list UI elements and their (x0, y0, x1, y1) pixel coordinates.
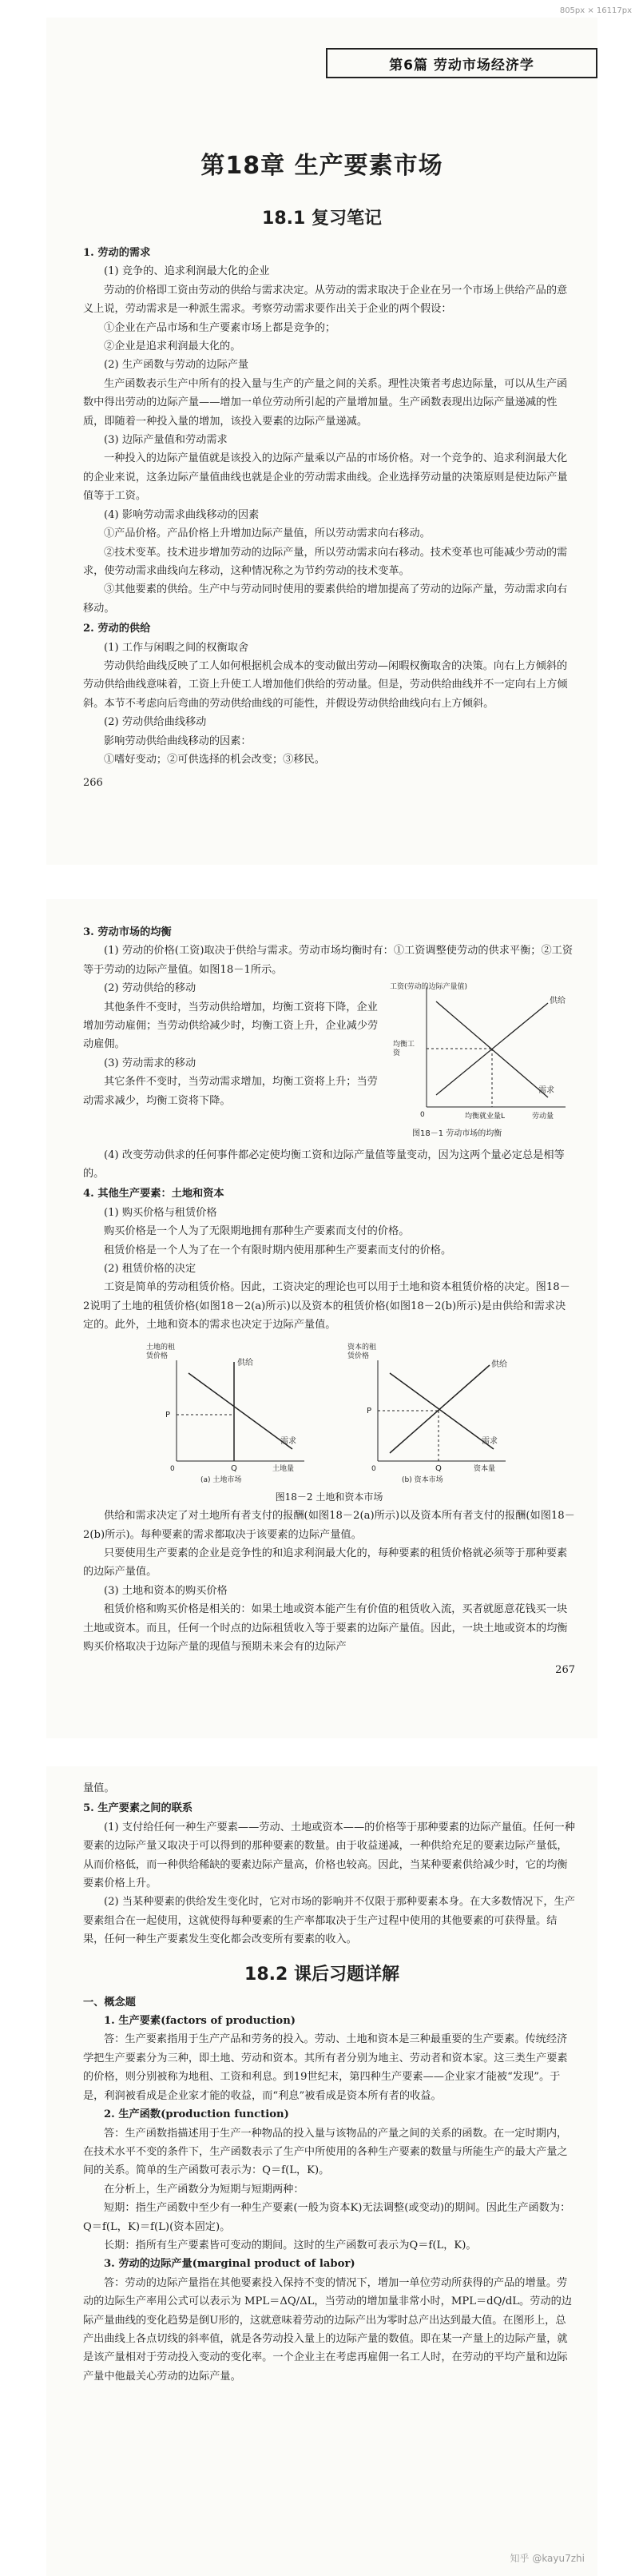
paragraph: 3. 劳动的边际产量(marginal product of labor) (104, 2258, 355, 2271)
section-heading: 3. 劳动市场的均衡 (83, 926, 172, 938)
section-heading: 一、概念题 (83, 1996, 136, 2009)
page-body-top (46, 923, 597, 979)
figure-18-1 (388, 979, 572, 1145)
paragraph: 购买价格是一个人为了无限期地拥有那种生产要素而支付的价格。 (104, 1225, 410, 1238)
section-heading: 5. 生产要素之间的联系 (83, 1802, 193, 1815)
land-x-label: 土地量 (272, 1464, 295, 1473)
paragraph: (3) 劳动需求的移动 (104, 1057, 196, 1069)
figure-18-2-caption: 图18－2 土地和资本市场 (275, 1491, 383, 1503)
land-y-label: 土地的租 (146, 1343, 176, 1352)
figure-18-2 (83, 1341, 575, 1485)
section-heading: 1. 劳动的需求 (83, 247, 151, 259)
land-demand-label: 需求 (280, 1436, 296, 1446)
paragraph: (2) 生产函数与劳动的边际产量 (104, 359, 249, 372)
paragraph: (1) 竞争的、追求利润最大化的企业 (104, 265, 270, 278)
paragraph: (3) 边际产量值和劳动需求 (104, 434, 228, 447)
paragraph: (1) 劳动的价格(工资)取决于供给与需求。劳动市场均衡时有：①工资调整使劳动的供求平衡；②工资等于劳动的边际产量值。如图18－1所示。 (83, 945, 574, 976)
capital-p-label: P (367, 1406, 372, 1415)
capital-origin: 0 (371, 1464, 376, 1473)
x-axis-label: 劳动量 (532, 1113, 554, 1121)
eq-wage-label: 均衡工 (393, 1041, 415, 1049)
eq-wage-label-2: 资 (393, 1049, 401, 1058)
supply-label: 供给 (550, 997, 566, 1006)
paragraph: 影响劳动供给曲线移动的因素： (104, 735, 252, 747)
capital-market-chart (346, 1341, 514, 1485)
page-body-bottom (46, 1507, 597, 1656)
capital-demand-label: 需求 (482, 1436, 498, 1446)
paragraph: 其他条件不变时，当劳动供给增加，均衡工资将下降，企业增加劳动雇佣；当劳动供给减少时，均衡工资上升，企业减少劳动雇佣。 (83, 1001, 379, 1051)
paragraph: 劳动供给曲线反映了工人如何根据机会成本的变动做出劳动—闲暇权衡取舍的决策。向右上方倾斜的劳动供给曲线意味着，工资上升使工人增加他们供给的劳动量。但是，劳动供给曲线并不一定向右上方倾斜。本节不考虑向后弯曲的劳动供给曲线的可能性，并假设劳动供给曲线向右上方倾斜。 (83, 659, 568, 710)
paragraph: (4) 影响劳动需求曲线移动的因素 (104, 508, 260, 521)
paragraph: 租赁价格和购买价格是相关的：如果土地或资本能产生有价值的租赁收入流，买者就愿意花钱买一块土地或资本。而且，任何一个时点的边际租赁收入等于要素的边际产量值。因此，一块土地或资本的均衡购买价格取决于边际产量的现值与预期未来会有的边际产 (83, 1603, 568, 1653)
land-origin: 0 (170, 1464, 175, 1473)
paragraph: (1) 工作与闲暇之间的权衡取舍 (104, 641, 249, 654)
capital-sub-caption: (b) 资本市场 (402, 1475, 443, 1484)
paragraph: 量值。 (83, 1782, 115, 1794)
capital-x-label: 资本量 (474, 1464, 496, 1473)
section-title-exercises: 18.2 课后习题详解 (244, 1964, 399, 1985)
capital-y-label: 资本的租 (347, 1343, 377, 1352)
page-body-bottom (46, 1993, 597, 2387)
chapter-title: 第18章 生产要素市场 (200, 152, 443, 180)
paragraph: 长期：指所有生产要素皆可变动的期间。这时的生产函数可表示为Q＝f(L，K)。 (104, 2239, 477, 2252)
paragraph: (4) 改变劳动供求的任何事件都必定使均衡工资和边际产量值等量变动，因为这两个量必定总是相等的。 (83, 1149, 565, 1181)
figure-18-1-caption: 图18－1 劳动市场的均衡 (412, 1129, 502, 1139)
paragraph: (2) 当某种要素的供给发生变化时，它对市场的影响并不仅限于那种要素本身。在大多数情况下，生产要素组合在一起使用，这就使得每种要素的生产率都取决于生产过程中使用的其他要素的可获得量。结果，任何一种生产要素发生变化都会改变所有要素的收入。 (83, 1896, 575, 1946)
land-sub-caption: (a) 土地市场 (200, 1475, 242, 1484)
paragraph: ①嗜好变动；②可供选择的机会改变；③移民。 (104, 753, 325, 766)
paragraph: (2) 劳动供给的移动 (104, 982, 196, 995)
land-p-label: P (165, 1410, 171, 1419)
paragraph: 短期：指生产函数中至少有一种生产要素(一般为资本K)无法调整(或变动)的期间。因此生产函数为：Q＝f(L，K)＝f(L)(资本固定)。 (83, 2202, 571, 2233)
paragraph: ②技术变革。技术进步增加劳动的边际产量，所以劳动需求向右移动。技术变革也可能减少劳动的需求，使劳动需求曲线向左移动，这种情况称之为节约劳动的技术变革。 (83, 546, 568, 577)
paragraph: (3) 土地和资本的购买价格 (104, 1584, 228, 1597)
page-body (46, 244, 597, 769)
land-y-label-2: 赁价格 (146, 1352, 169, 1360)
paragraph: 答：劳动的边际产量指在其他要素投入保持不变的情况下，增加一单位劳动所获得的产品的增量。劳动的边际生产率用公式可以表示为 MPL＝ΔQ/ΔL，当劳动的增加量非常小时，MPL＝dQ/dL。劳动的边际产量曲线的变化趋势是倒U形的，这就意味着劳动的边际产出为零时总产出达到最大值。在图形上，总产出曲线上各点切线的斜率值，就是各劳动投入量上的边际产量的数值。即在某一产量上的边际产量，就是该产量相对于劳动投入变动的变化率。一个企业主在考虑再雇佣一名工人时，在劳动的平均产量和边际产量中他最关心劳动的边际产量。 (83, 2276, 572, 2383)
paragraph: 答：生产要素指用于生产产品和劳务的投入。劳动、土地和资本是三种最重要的生产要素。传统经济学把生产要素分为三种，即土地、劳动和资本。其所有者分别为地主、劳动者和资本家。这三类生产要素的价格，则分别被称为地租、工资和利息。到19世纪末，第四种生产要素——企业家才能被“发现”。于是，利润被看成是企业家才能的收益，而“利息”被看成是资本所有者的收益。 (83, 2033, 568, 2102)
land-supply-label: 供给 (237, 1358, 253, 1368)
paragraph: 只要使用生产要素的企业是竞争性的和追求利润最大化的，每种要素的租赁价格就必须等于那种要素的边际产量值。 (83, 1547, 568, 1579)
land-q-label: Q (231, 1463, 237, 1473)
page-body-mid (46, 1146, 597, 1335)
paragraph: 生产函数表示生产中所有的投入量与生产的产量之间的关系。理性决策者考虑边际量，可以从生产函数中得出劳动的边际产量——增加一单位劳动所引起的产量增加量。生产函数表现出边际产量递减的性质，即随着一种投入量的增加，该投入要素的边际产量递减。 (83, 377, 568, 428)
dimension-label: 805px × 16117px (559, 6, 632, 15)
paragraph: 2. 生产函数(production function) (104, 2108, 289, 2121)
paragraph: ①企业在产品市场和生产要素市场上都是竞争的； (104, 321, 336, 334)
paragraph: 工资是简单的劳动租赁价格。因此，工资决定的理论也可以用于土地和资本租赁价格的决定。图18－2说明了土地的租赁价格(如图18－2(a)所示)以及资本的租赁价格(如图18－2(b)所示)是由供给和需求决定的。此外，土地和资本的需求也决定于边际产量值。 (83, 1281, 570, 1332)
page-body-left-column (83, 979, 379, 1145)
paragraph: 答：生产函数指描述用于生产一种物品的投入量与该物品的产量之间的关系的函数。在一定时期内，在技术水平不变的条件下，生产函数表示了生产中所使用的各种生产要素的数量与所能生产的最大产量之间的关系。简单的生产函数可表示为：Q＝f(L，K)。 (83, 2127, 568, 2177)
paragraph: 劳动的价格即工资由劳动的供给与需求决定。从劳动的需求取决于企业在另一个市场上供给产品的意义上说，劳动需求是一种派生需求。考察劳动需求要作出关于企业的两个假设： (83, 284, 568, 316)
section-heading: 4. 其他生产要素：土地和资本 (83, 1188, 224, 1200)
demand-label: 需求 (538, 1086, 554, 1096)
book-page-267 (46, 899, 597, 1738)
paragraph: (2) 劳动供给曲线移动 (104, 716, 207, 729)
capital-q-label: Q (435, 1463, 442, 1473)
page-body-top (46, 1779, 597, 1949)
watermark: 知乎 @kayu7zhi (510, 2553, 585, 2564)
paragraph: 供给和需求决定了对土地所有者支付的报酬(如图18－2(a)所示)以及资本所有者支付的报酬(如图18－2(b)所示)。每种要素的需求都取决于该要素的边际产量值。 (83, 1510, 575, 1541)
land-demand-curve (189, 1373, 292, 1449)
paragraph: (1) 购买价格与租赁价格 (104, 1206, 217, 1219)
labor-market-chart (388, 979, 572, 1139)
capital-y-label-2: 赁价格 (347, 1352, 370, 1360)
paragraph: 在分析上，生产函数分为短期与短期两种： (104, 2183, 304, 2196)
capital-supply-label: 供给 (491, 1360, 507, 1369)
book-page-266 (46, 18, 597, 865)
page-number: 266 (83, 777, 103, 790)
origin-label: 0 (420, 1111, 425, 1120)
page-number: 267 (555, 1664, 575, 1677)
paragraph: (2) 租赁价格的决定 (104, 1263, 196, 1276)
paragraph: 其它条件不变时，当劳动需求增加，均衡工资将上升；当劳动需求减少，均衡工资将下降。 (83, 1076, 378, 1107)
paragraph: ②企业是追求利润最大化的。 (104, 340, 241, 353)
paragraph: ①产品价格。产品价格上升增加边际产量值，所以劳动需求向右移动。 (104, 528, 431, 540)
paragraph: 1. 生产要素(factors of production) (104, 2015, 296, 2028)
paragraph: 租赁价格是一个人为了在一个有限时期内使用那种生产要素而支付的价格。 (104, 1244, 452, 1256)
part-header: 第6篇 劳动市场经济学 (326, 48, 597, 78)
paragraph: ③其他要素的供给。生产中与劳动同时使用的要素供给的增加提高了劳动的边际产量，劳动需求向右移动。 (83, 583, 568, 615)
paragraph: 一种投入的边际产量值就是该投入的边际产量乘以产品的市场价格。对一个竞争的、追求利润最大化的企业来说，这条边际产量值曲线也就是企业的劳动需求曲线。企业选择劳动量的决策原则是使边际产量值等于工资。 (83, 452, 568, 503)
land-market-chart (145, 1341, 312, 1485)
section-title-review-notes: 18.1 复习笔记 (262, 209, 382, 229)
eq-qty-label: 均衡就业量L (465, 1113, 506, 1121)
paragraph: (1) 支付给任何一种生产要素——劳动、土地或资本——的价格等于那种要素的边际产量值。任何一种要素的边际产量又取决于可以得到的那种要素的数量。由于收益递减，一种供给充足的要素边际产量低，从而价格低，而一种供给稀缺的要素边际产量高，价格也较高。因此，当某种要素供给减少时，它的均衡要素价格上升。 (83, 1821, 575, 1890)
section-heading: 2. 劳动的供给 (83, 623, 151, 635)
book-page-268 (46, 1766, 597, 2576)
y-axis-label: 工资(劳动的边际产量值) (390, 983, 468, 992)
capital-demand-curve (390, 1373, 494, 1449)
